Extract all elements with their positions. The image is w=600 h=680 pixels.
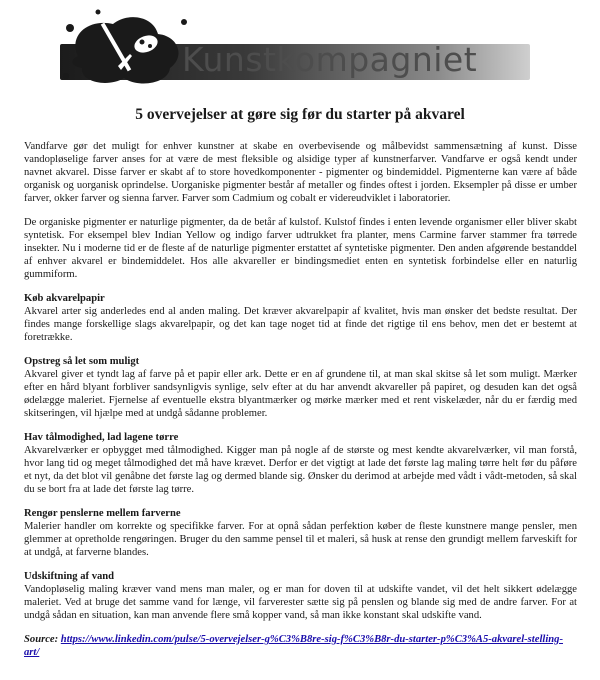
section-patience xyxy=(24,431,577,496)
intro-paragraph: De organiske pigmenter er naturlige pigmenter, da de betår af kulstof. Kulstof findes i enten levende organismer eller bliver skabt syntetisk. For eksempel blev Indian Yellow og indigo farver udtrukket fra planter, mens Carmine farver stammer fra tørrede insekter. Nu i moderne tid er de fleste af de naturlige pigmenter erstattet af syntetiske pigmenter. Den anden afgørende bestanddel af enhver akvarel er bindemiddelet. Hos alle akvareller er bindingsmediet enten en syntetisk forbindelse eller en naturlig gummiform. xyxy=(24,217,577,280)
intro-paragraph: Vandfarve gør det muligt for enhver kunstner at skabe en overbevisende og målbevidst sammensætning af kunst. Disse vandopløselige farver anses for at være de mest fleksible og alsidige typer af kunstnerfarver. Vandfarve er også kendt under navnet akvarel. Disse farver er skabt af to store hovedkomponenter - pigmenter og bindemiddel. Pigmenterne kan være af både organisk og uorganisk oprindelse. Uorganiske pigmenter består af metaller og findes oftest i jorden. Eksempler på disse er umber farver, okker farver og sienna farver. Farver som Cadmium og cobalt er videreudviklet i laboratorier. xyxy=(24,141,577,204)
source-label: Source: xyxy=(24,634,59,645)
section-buy-paper xyxy=(24,292,577,344)
section-heading: Rengør penslerne mellem farverne xyxy=(24,508,181,519)
section-clean-brushes xyxy=(24,507,577,559)
section-replace-water xyxy=(24,570,577,622)
section-heading: Opstreg så let som muligt xyxy=(24,356,140,367)
source-link[interactable]: https://www.linkedin.com/pulse/5-overvejelser-g%C3%B8re-sig-f%C3%B8r-du-starter-p%C3%A5-akvarel-stelling-art/ xyxy=(24,634,563,658)
site-logo xyxy=(0,0,600,92)
section-heading: Hav tålmodighed, lad lagene tørre xyxy=(24,432,179,443)
section-body: Akvarel giver et tyndt lag af farve på et papir eller ark. Dette er en af grundene til, at man skal skitse så let som muligt. Mærker efter en hård blyant forbliver sandsynligvis synlige, selv efter at du har anvendt akvareller på papiret, og desuden kan det også ødelægge maleriet. Fjernelse af eventuelle ekstra blyantmærker og mørke mærker med et rent viskelæder, når du er færdig med skitseringen, vil hjælpe med at undgå sådanne problemer. xyxy=(24,369,577,419)
article-title: 5 overvejelser at gøre sig før du starter på akvarel xyxy=(135,106,465,123)
section-heading: Udskiftning af vand xyxy=(24,571,115,582)
paint-splash-icon xyxy=(58,6,198,90)
source-line xyxy=(24,633,577,659)
section-sketch-lightly xyxy=(24,355,577,420)
section-body: Akvarel arter sig anderledes end al anden maling. Det kræver akvarelpapir af kvalitet, hvis man ønsker det bedste resultat. Der findes mange forskellige slags akvarelpapir, og det kan tage noget tid at finde det rigtige til ens behov, men det er bestemt at foretrække. xyxy=(24,306,577,343)
section-body: Malerier handler om korrekte og specifikke farver. For at opnå sådan perfektion køber de fleste kunstnere mange pensler, men glemmer at opretholde rengøringen. Bruger du den samme pensel til et maleri, så husk at rense den grundigt mellem farveskift for at undgå, at farverne blandes. xyxy=(24,521,577,558)
section-body: Akvarelværker er opbygget med tålmodighed. Kigger man på nogle af de største og mest kendte akvarelværker, vil man forstå, hvor lang tid og meget tålmodighed det må have krævet. Derfor er det vigtigt at lade det første lag maling tørre helt før du påføre et nyt, da det blot vil genåbne det første lag og dermed blande sig. Ønsker du derimod at arbejde med vådt i vådt-metoden, så skal du se bort fra at lade det første lag tørre. xyxy=(24,445,577,495)
logo-wordmark: Kunstkompagniet xyxy=(182,40,478,79)
article-body xyxy=(24,140,577,659)
section-body: Vandopløselig maling kræver vand mens man maler, og er man for doven til at udskifte vandet, vil det helt sikkert ødelægge maleriet. Ved at bruge det samme vand for længe, vil farverester sætte sig på penslen og blande sig med de andre farver. For at undgå sådan en situation, kan man anvende flere små kopper vand, så man ikke konstant skal udskifte vand. xyxy=(24,584,577,621)
section-heading: Køb akvarelpapir xyxy=(24,293,105,304)
